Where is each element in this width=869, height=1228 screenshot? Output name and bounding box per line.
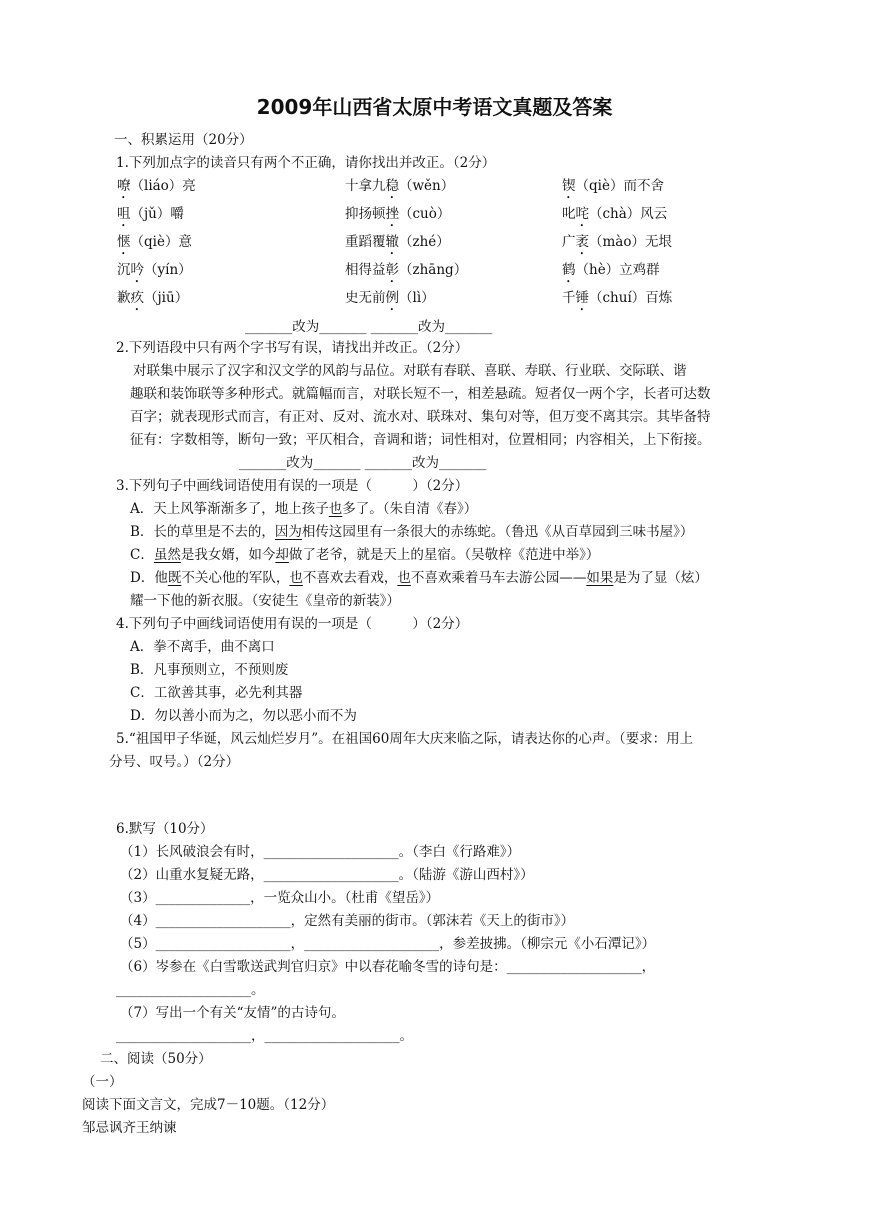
page-title: 2009年山西省太原中考语文真题及答案 xyxy=(256,95,613,119)
pinyin-item: 重蹈覆辙（zhé） xyxy=(345,234,450,250)
dotted-character: 鹤 xyxy=(562,262,576,278)
question-6-item: （5）____________________，____________________，参差披拂。（柳宗元《小石潭记》） xyxy=(120,936,656,952)
dotted-character: 锤 xyxy=(575,290,589,306)
pinyin-item: 惬（qiè）意 xyxy=(117,234,192,250)
question-6-item: （7）写出一个有关“友情”的古诗句。 xyxy=(120,1005,345,1021)
pinyin-item: 咀（jǔ）嚼 xyxy=(117,206,184,222)
pinyin-item: 相得益彰（zhāng） xyxy=(345,262,468,278)
question-3-option-c: C．虽然是我女婿，如今却做了老爷，就是天上的星宿。（吴敬梓《范进中举》） xyxy=(130,547,600,563)
question-4-option-d: D．勿以善小而为之，勿以恶小而不为 xyxy=(130,708,357,724)
pinyin-item: 广袤（mào）无垠 xyxy=(562,234,672,250)
dotted-character: 疚 xyxy=(130,290,144,306)
question-4-option-a: A．拳不离手，曲不离口 xyxy=(130,639,275,655)
pinyin-item: 抑扬顿挫（cuò） xyxy=(345,206,451,222)
question-1-stem: 1.下列加点字的读音只有两个不正确，请你找出并改正。（2分） xyxy=(116,155,496,171)
dotted-character: 惬 xyxy=(117,234,131,250)
question-6-item-continued: ____________________，____________________。 xyxy=(116,1028,413,1044)
dotted-character: 吟 xyxy=(130,262,144,278)
pinyin-item: 叱咤（chà）风云 xyxy=(562,206,668,222)
question-2-paragraph-line: 趣联和装饰联等多种形式。就篇幅而言，对联长短不一，相差悬疏。短者仅一两个字，长者可达数 xyxy=(130,386,711,402)
question-3-option-a: A．天上风筝渐渐多了，地上孩子也多了。（朱自清《春》） xyxy=(130,501,478,517)
question-2-stem: 2.下列语段中只有两个字书写有误，请找出并改正。（2分） xyxy=(116,340,469,356)
question-5-stem-continued: 分号、叹号。）（2分） xyxy=(109,754,240,770)
question-4-stem: 4.下列句子中画线词语使用有误的一项是（ ）（2分） xyxy=(116,616,469,632)
pinyin-item: 歉疚（jiū） xyxy=(117,290,189,306)
pinyin-item: 鹤（hè）立鸡群 xyxy=(562,262,660,278)
dotted-character: 例 xyxy=(385,290,399,306)
dotted-character: 嘹 xyxy=(117,178,131,194)
essay-title: 邹忌讽齐王纳谏 xyxy=(82,1120,177,1136)
question-6-stem: 6.默写（10分） xyxy=(116,821,214,837)
question-3-option-d-continued: 耀一下他的新衣服。（安徒生《皇帝的新装》） xyxy=(130,593,400,609)
reading-part-label: （一） xyxy=(82,1074,123,1090)
dotted-character: 稳 xyxy=(385,178,399,194)
question-6-item: （3）______________，一览众山小。（杜甫《望岳》） xyxy=(120,890,440,906)
dotted-character: 彰 xyxy=(385,262,399,278)
section-2-heading: 二、阅读（50分） xyxy=(100,1051,212,1067)
question-4-option-b: B．凡事预则立，不预则废 xyxy=(130,662,289,678)
reading-instructions: 阅读下面文言文，完成7－10题。（12分） xyxy=(82,1097,335,1113)
pinyin-item: 嘹（liáo）亮 xyxy=(117,178,196,194)
question-2-answer-line: _______改为_______ _______改为_______ xyxy=(239,455,487,471)
question-6-item: （2）山重水复疑无路，____________________。（陆游《游山西村》） xyxy=(120,867,534,883)
dotted-character: 挫 xyxy=(385,206,399,222)
question-2-paragraph-line: 对联集中展示了汉字和汉文学的风韵与品位。对联有春联、喜联、寿联、行业联、交际联、谐 xyxy=(133,363,687,379)
question-5-stem: 5.“祖国甲子华诞，风云灿烂岁月”。在祖国60周年大庆来临之际，请表达你的心声。（要求：用上 xyxy=(116,731,694,747)
pinyin-item: 千锤（chuí）百炼 xyxy=(562,290,673,306)
dotted-character: 辙 xyxy=(385,234,399,250)
question-1-answer-line: _______改为_______ _______改为_______ xyxy=(245,319,493,335)
question-2-paragraph-line: 百字；就表现形式而言，有正对、反对、流水对、联珠对、集句对等，但万变不离其宗。其毕备特 xyxy=(130,409,711,425)
dotted-character: 袤 xyxy=(575,234,589,250)
dotted-character: 咀 xyxy=(117,206,131,222)
question-6-item: （4）____________________，定然有美丽的街市。（郭沫若《天上的街市》） xyxy=(120,913,575,929)
question-2-paragraph-line: 征有：字数相等，断句一致；平仄相合，音调和谐；词性相对，位置相同；内容相关，上下衔接。 xyxy=(130,432,711,448)
question-3-stem: 3.下列句子中画线词语使用有误的一项是（ ）（2分） xyxy=(116,478,469,494)
pinyin-item: 十拿九稳（wěn） xyxy=(345,178,455,194)
question-4-option-c: C．工欲善其事，必先利其器 xyxy=(130,685,303,701)
pinyin-item: 沉吟（yín） xyxy=(117,262,192,278)
pinyin-item: 史无前例（lì） xyxy=(345,290,435,306)
question-6-item: （6）岑参在《白雪歌送武判官归京》中以春花喻冬雪的诗句是：____________________， xyxy=(120,959,656,975)
pinyin-item: 锲（qiè）而不舍 xyxy=(562,178,664,194)
section-1-heading: 一、积累运用（20分） xyxy=(114,132,253,148)
question-3-option-b: B．长的草里是不去的，因为相传这园里有一条很大的赤练蛇。（鲁迅《从百草园到三味书屋》） xyxy=(130,524,694,540)
dotted-character: 咤 xyxy=(575,206,589,222)
question-6-item: （1）长风破浪会有时，____________________。（李白《行路难》） xyxy=(120,844,521,860)
question-6-item-continued: ____________________。 xyxy=(116,982,265,998)
dotted-character: 锲 xyxy=(562,178,576,194)
question-3-option-d: D．他既不关心他的军队，也不喜欢去看戏，也不喜欢乘着马车去游公园——如果是为了显（炫） xyxy=(130,570,708,586)
